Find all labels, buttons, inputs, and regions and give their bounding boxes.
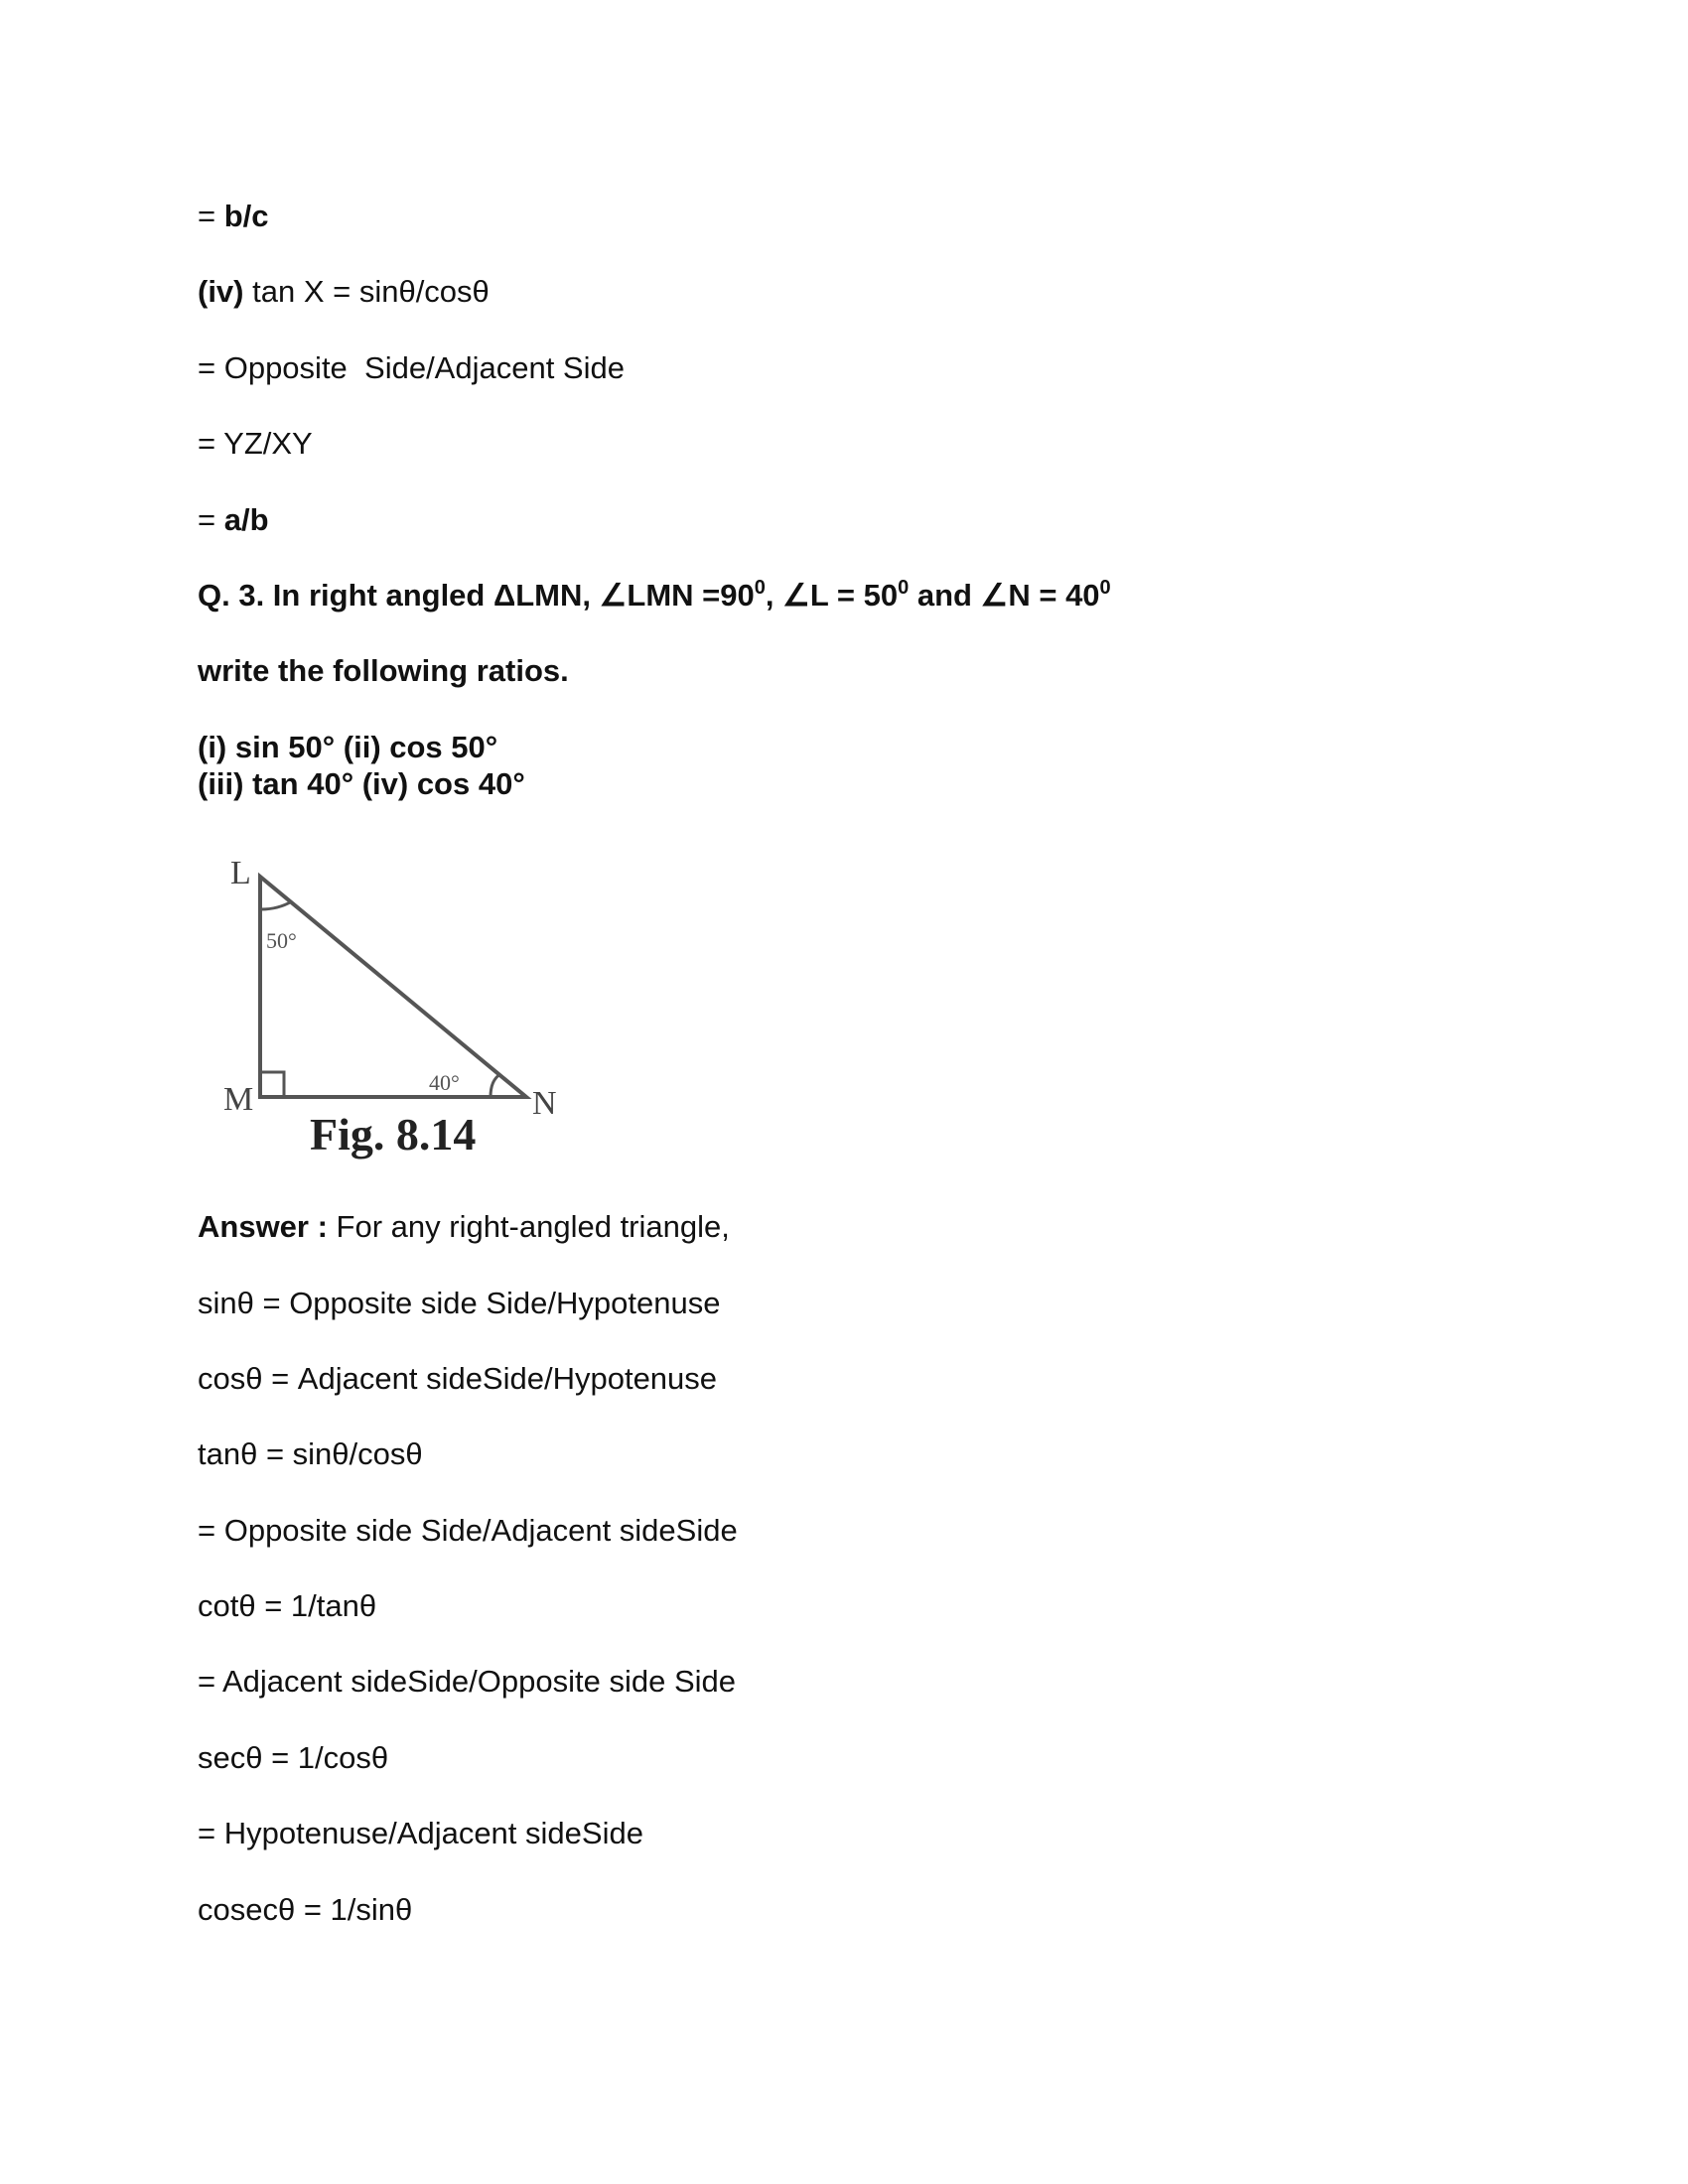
answer-intro [198,1209,730,1245]
answer-label: Answer : [198,1209,328,1244]
question-heading [198,578,1111,614]
answer-line: cotθ = 1/tanθ [198,1588,377,1623]
line-opp-adj [198,350,625,386]
question-line-2: write the following ratios. [198,653,569,688]
answer-line: = Hypotenuse/Adjacent sideSide [198,1816,643,1850]
triangle-diagram-icon [218,834,576,1171]
answer-line: = Opposite side Side/Adjacent sideSide [198,1513,738,1548]
vertex-l-label: L [230,855,251,891]
line-text: = [198,199,224,233]
line-text: = Opposite Side/Adjacent Side [198,350,625,385]
answer-line: sinθ = Opposite side Side/Hypotenuse [198,1286,721,1320]
line-bold-text: b/c [223,199,269,233]
line-yz-xy [198,426,313,462]
answer-intro-text: For any right-angled triangle, [327,1209,730,1244]
line-b-over-c [198,199,269,234]
question-text: Q. 3. In right angled ΔLMN, ∠LMN =90 [198,578,755,613]
vertex-n-label: N [532,1085,557,1122]
question-line-4: (iii) tan 40° (iv) cos 40° [198,766,525,801]
line-text: = [198,502,224,537]
angle-l-label: 50° [266,928,297,953]
superscript: 0 [898,577,910,599]
question-text: , ∠L = 50 [765,578,899,613]
answer-line: = Adjacent sideSide/Opposite side Side [198,1664,737,1699]
line-bold-text: a/b [223,502,269,537]
question-text: and ∠N = 40 [909,578,1100,613]
answer-line: secθ = 1/cosθ [198,1740,389,1775]
answer-line: cosθ = Adjacent sideSide/Hypotenuse [198,1361,718,1396]
answer-line: tanθ = sinθ/cosθ [198,1436,423,1471]
line-text: tan X = sinθ/cosθ [243,274,490,309]
line-a-over-b [198,502,269,538]
triangle-figure [218,834,576,1171]
line-tan-x [198,274,490,310]
question-line-3: (i) sin 50° (ii) cos 50° [198,730,498,764]
figure-caption: Fig. 8.14 [310,1109,477,1160]
superscript: 0 [1099,577,1111,599]
answer-line: cosecθ = 1/sinθ [198,1892,413,1927]
superscript: 0 [754,577,766,599]
angle-n-label: 40° [429,1070,460,1095]
vertex-m-label: M [223,1081,254,1118]
line-text: = YZ/XY [198,426,313,461]
part-label: (iv) [198,274,244,309]
